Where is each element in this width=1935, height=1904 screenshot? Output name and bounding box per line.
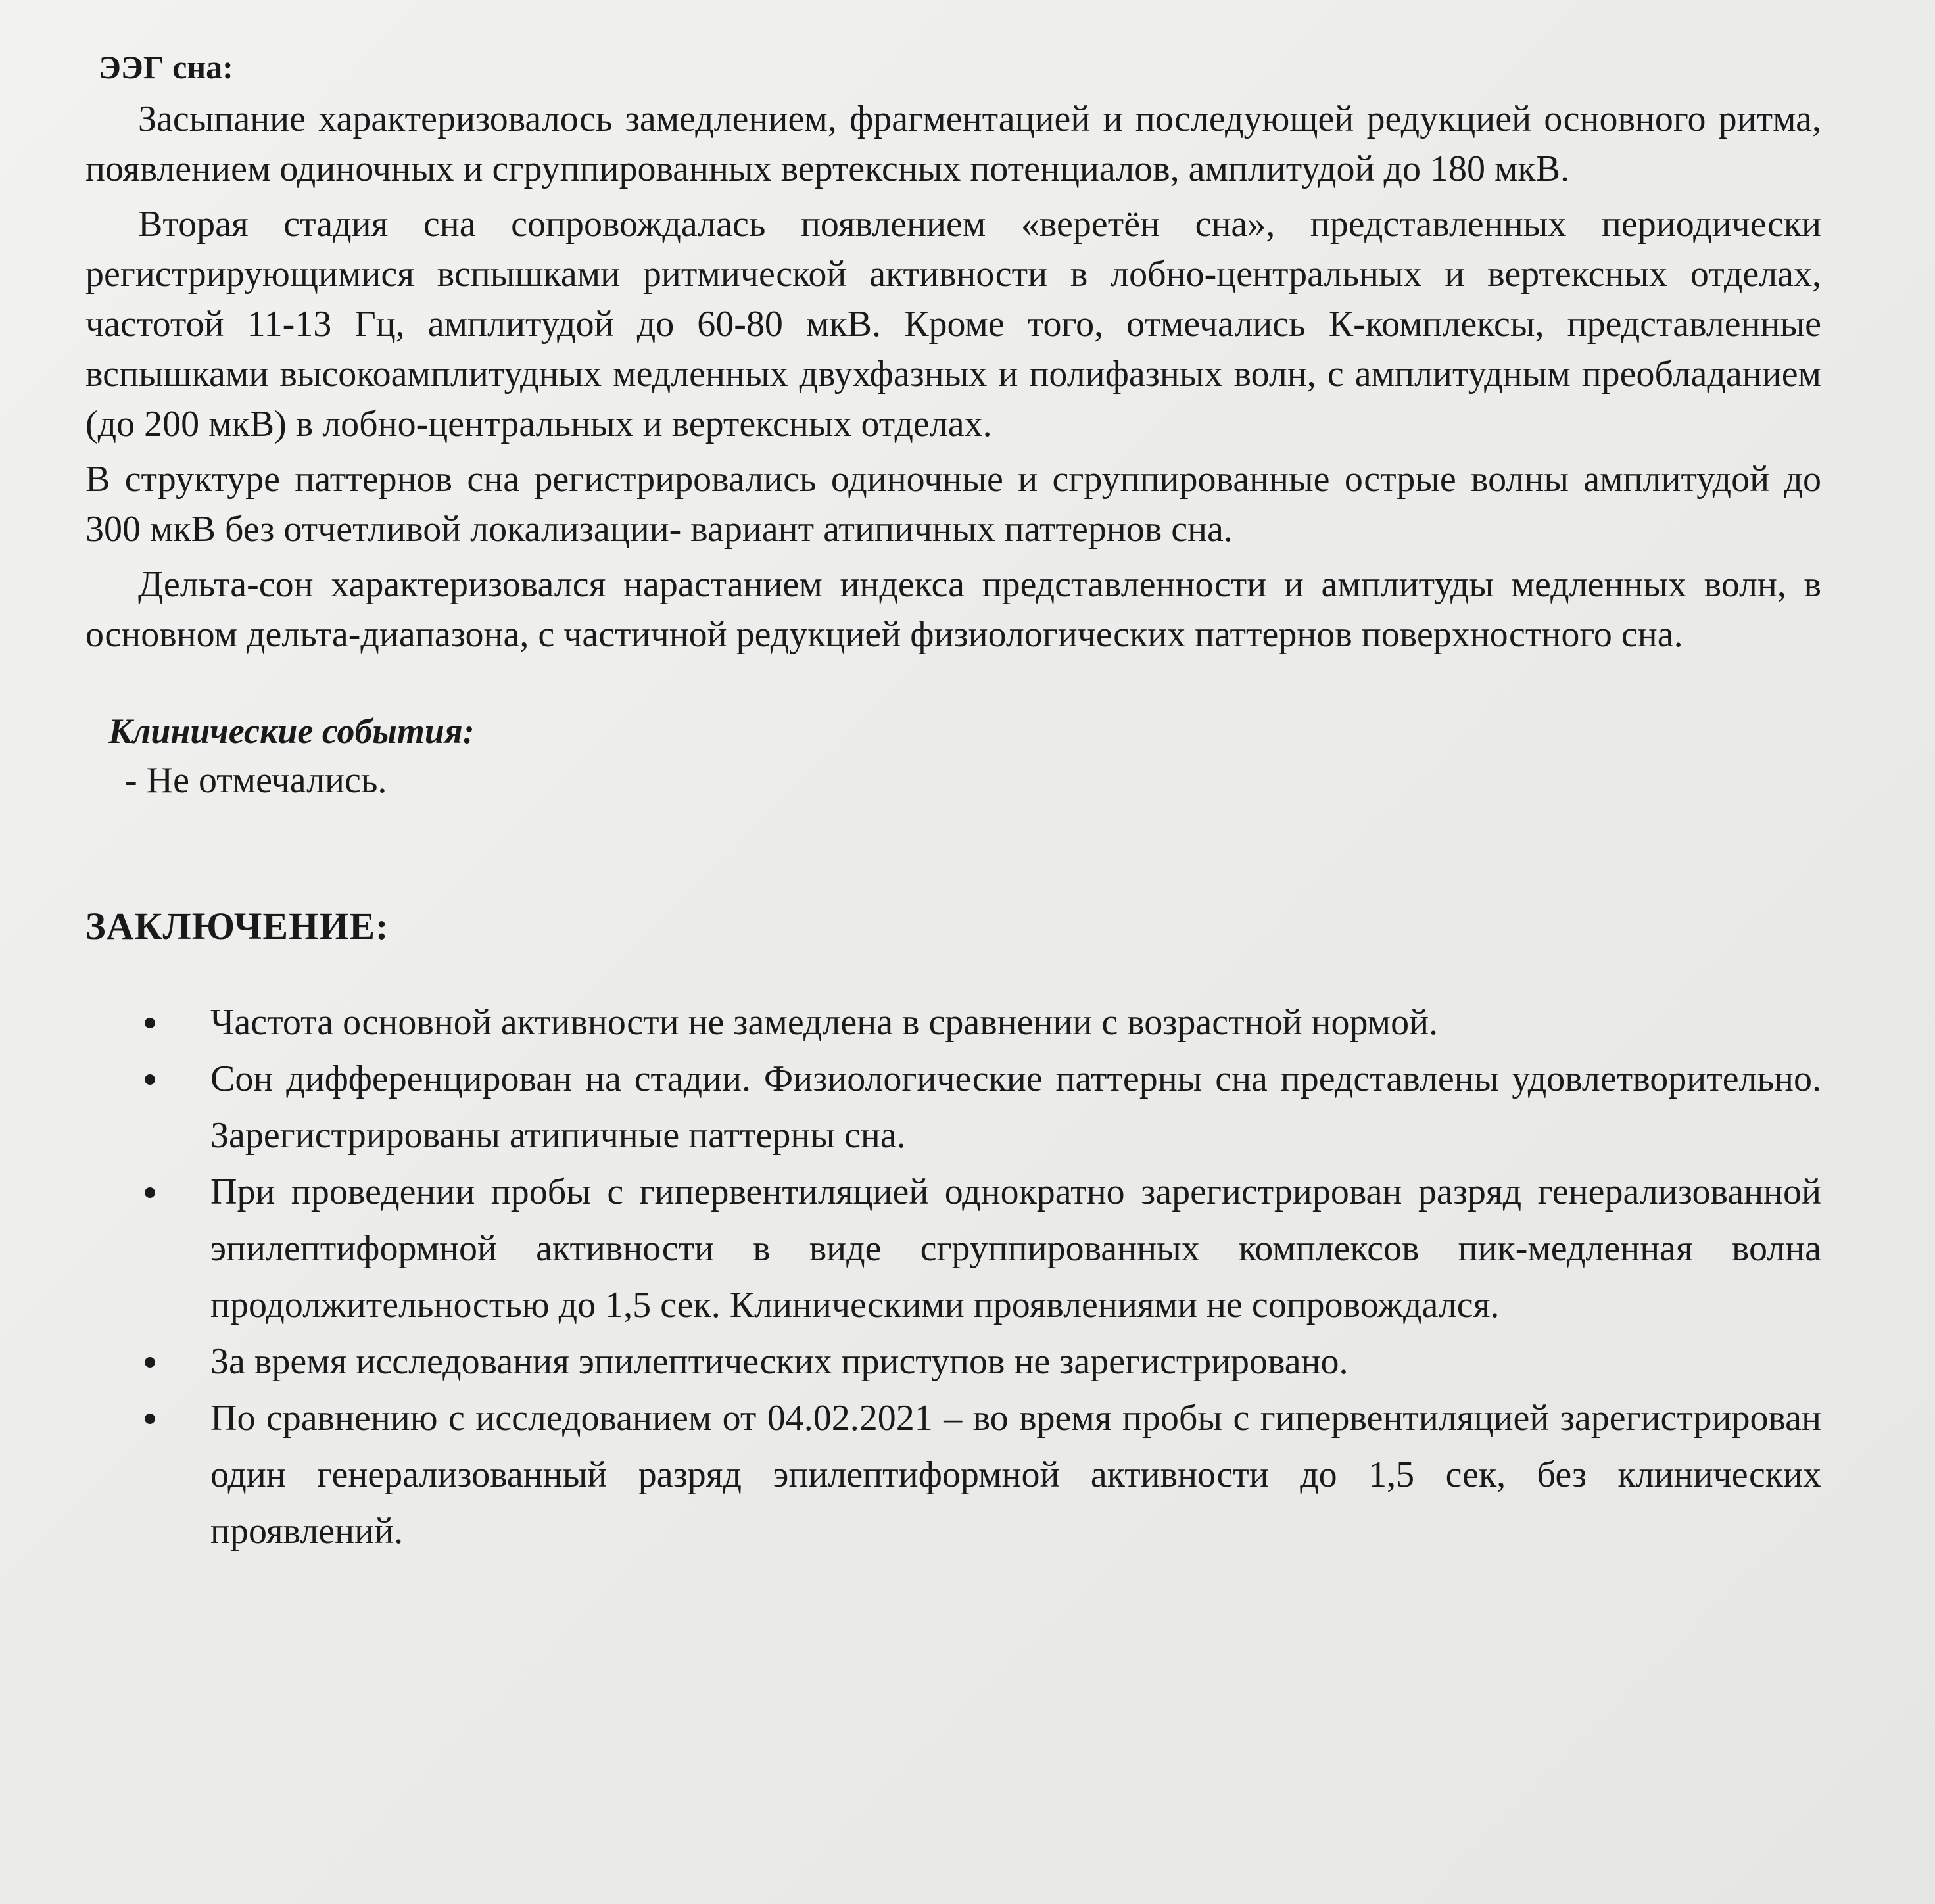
document-page: [85, 46, 1821, 1861]
conclusion-item: [138, 1333, 1821, 1390]
bullet-icon: [145, 1357, 155, 1368]
conclusion-item-text: При проведении пробы с гипервентиляцией однократно зарегистрирован разряд генерализованной эпилептиформной активности в виде сгруппированных комплексов пик-медленная волна продолжительностью до 1,5 сек. Клиническими проявлениями не сопровождался.: [210, 1172, 1821, 1325]
sleep-eeg-paragraph-3: В структуре паттернов сна регистрировались одиночные и сгруппированные острые волны амплитудой до 300 мкВ без отчетливой локализации- вариант атипичных паттернов сна.: [85, 459, 1821, 550]
conclusion-item-text: Сон дифференцирован на стадии. Физиологические паттерны сна представлены удовлетворительно. Зарегистрированы атипичные паттерны сна.: [210, 1059, 1821, 1156]
conclusion-item-text: По сравнению с исследованием от 04.02.2021 – во время пробы с гипервентиляцией зарегистрирован один генерализованный разряд эпилептиформной активности до 1,5 сек, без клинических проявлений.: [210, 1398, 1821, 1552]
conclusion-item: [138, 1051, 1821, 1164]
clinical-events-title: Клинические события:: [108, 711, 475, 751]
sleep-eeg-title: ЭЭГ сна:: [99, 49, 233, 85]
bullet-icon: [145, 1074, 155, 1085]
sleep-eeg-paragraph-2: Вторая стадия сна сопровождалась появлением «веретён сна», представленных периодически регистрирующимися вспышками ритмической активности в лобно-центральных и вертексных отделах, частотой 11-13 Гц, амплитудой до 60-80 мкВ. Кроме того, отмечались К-комплексы, представленные вспышками высокоамплитудных медленных двухфазных и полифазных волн, с амплитудным преобладанием (до 200 мкВ) в лобно-центральных и вертексных отделах.: [85, 204, 1821, 444]
sleep-eeg-paragraph-1: Засыпание характеризовалось замедлением, фрагментацией и последующей редукцией основного ритма, появлением одиночных и сгруппированных вертексных потенциалов, амплитудой до 180 мкВ.: [85, 99, 1821, 189]
bullet-icon: [145, 1414, 155, 1424]
bullet-icon: [145, 1187, 155, 1198]
conclusion-item: [138, 1164, 1821, 1333]
conclusion-item: [138, 994, 1821, 1051]
conclusion-item-text: Частота основной активности не замедлена в сравнении с возрастной нормой.: [210, 1002, 1439, 1043]
bullet-icon: [145, 1018, 155, 1028]
conclusion-item-text: За время исследования эпилептических приступов не зарегистрировано.: [210, 1341, 1349, 1382]
conclusion-item: [138, 1390, 1821, 1559]
conclusion-list: [85, 994, 1821, 1559]
conclusion-title: ЗАКЛЮЧЕНИЕ:: [85, 905, 389, 947]
sleep-eeg-paragraph-4: Дельта-сон характеризовался нарастанием индекса представленности и амплитуды медленных волн, в основном дельта-диапазона, с частичной редукцией физиологических паттернов поверхностного сна.: [85, 564, 1821, 655]
clinical-events-item: - Не отмечались.: [125, 760, 387, 801]
